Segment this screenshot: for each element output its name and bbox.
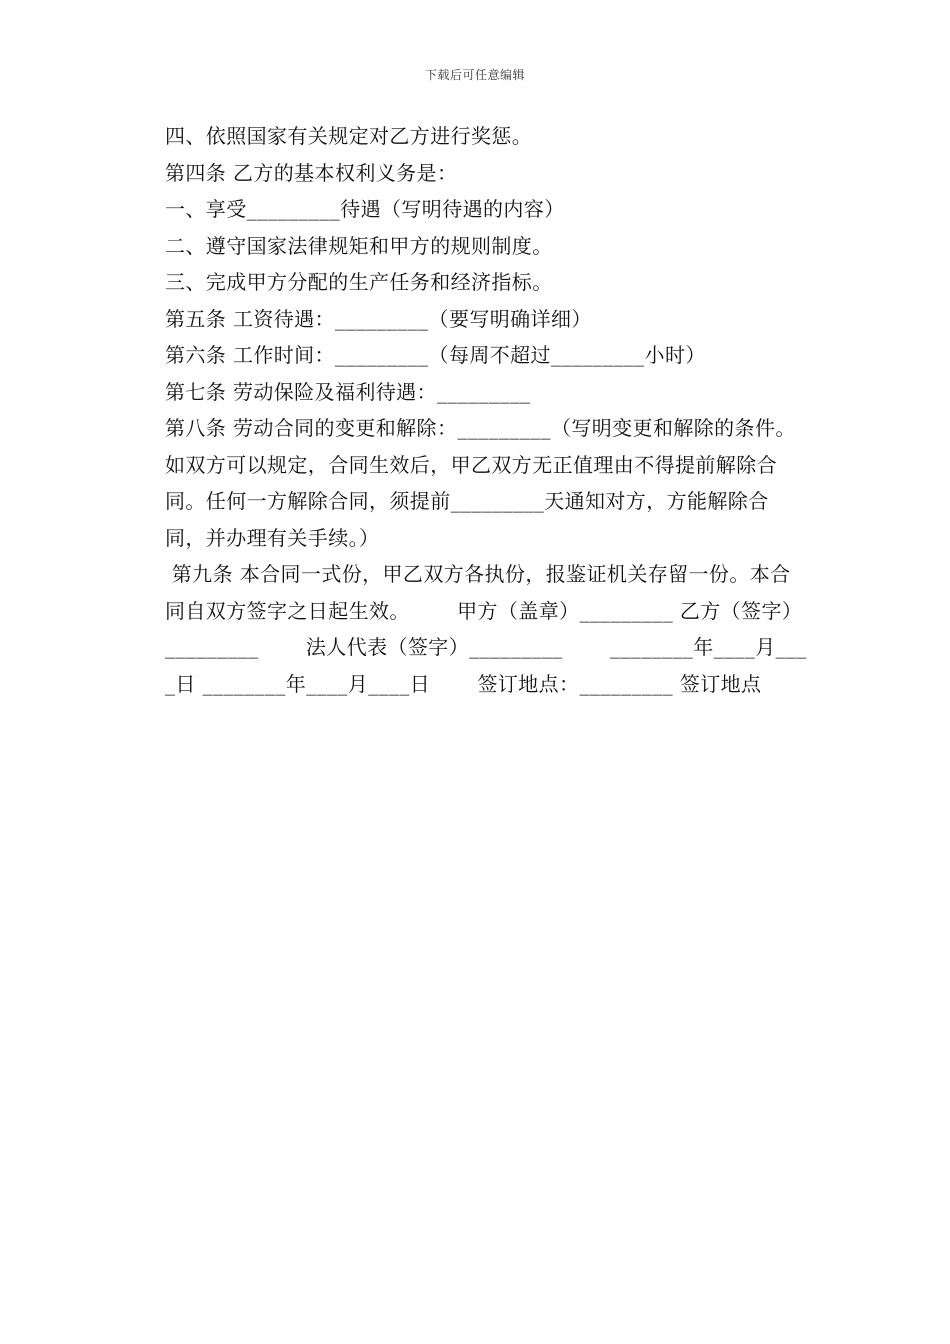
paragraph-article-6-hours: 第六条 工作时间：_________（每周不超过_________小时） [165,343,706,367]
paragraph-article-8-termination: 第八条 劳动合同的变更和解除：_________（写明变更和解除的条件。如双方可以规定，合同生效后，甲乙双方无正值理由不得提前解除合同。任何一方解除合同，须提前_________天通知对方，方能解除合同，并办理有关手续。） [165,416,796,550]
paragraph-article-5-wages: 第五条 工资待遇：_________（要写明确详细） [165,306,592,331]
page-header: 下载后可任意编辑 [424,68,525,82]
paragraph-article-9-signatures: 第九条 本合同一式份，甲乙双方各执份，报鉴证机关存留一份。本合同自双方签字之日起生效。 甲方（盖章）_________ 乙方（签字）_________ 法人代表（签字）_________ ________年____月____日 ________年____月____日 签订地点：_________ 签订地点 [165,562,807,696]
document-body [145,118,807,702]
paragraph-tasks: 三、完成甲方分配的生产任务和经济指标。 [165,270,553,294]
paragraph-benefits: 一、享受_________待遇（写明待遇的内容） [165,197,565,221]
paragraph-article-7-insurance: 第七条 劳动保险及福利待遇：_________ [165,379,531,404]
paragraph-compliance: 二、遵守国家法律规矩和甲方的规则制度。 [165,233,553,258]
paragraph-article-4: 第四条 乙方的基本权利义务是： [165,160,458,185]
paragraph-reward-penalty: 四、依照国家有关规定对乙方进行奖惩。 [165,124,533,148]
